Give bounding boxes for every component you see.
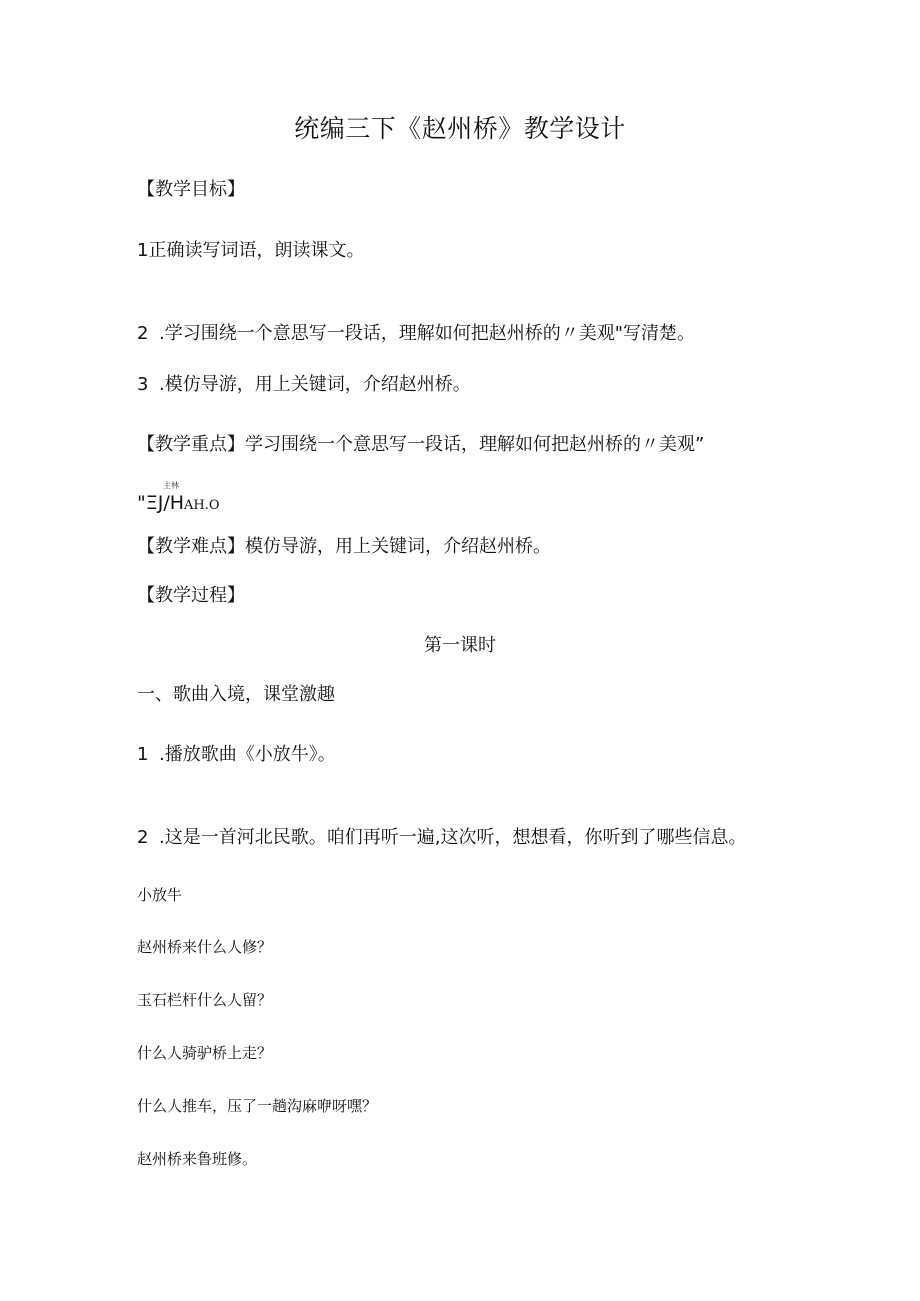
objective-text: .学习围绕一个意思写一段话，理解如何把赵州桥的〃美观"写清楚。 — [159, 323, 695, 344]
objective-item-2 — [137, 325, 695, 343]
objective-number: 2 — [137, 323, 149, 344]
lyric-line: 什么人推车，压了一趟沟麻咿呀嘿？ — [137, 1097, 378, 1115]
lyric-line: 赵州桥来什么人修？ — [137, 938, 273, 956]
garbled-small: AH.O — [184, 498, 220, 513]
objective-text: .模仿导游，用上关键词，介绍赵州桥。 — [159, 374, 471, 395]
garbled-annotation: 主林 — [163, 481, 179, 490]
lyric-line: 小放牛 — [137, 886, 183, 904]
key-point: 【教学重点】学习围绕一个意思写一段话，理解如何把赵州桥的〃美观” — [137, 434, 705, 455]
garbled-line — [137, 494, 220, 513]
lyric-line: 赵州桥来鲁班修。 — [137, 1150, 258, 1168]
step-item-2 — [137, 829, 746, 847]
lyric-line: 什么人骑驴桥上走？ — [137, 1044, 273, 1062]
process-heading: 【教学过程】 — [137, 585, 245, 606]
lesson-heading: 第一课时 — [424, 635, 496, 656]
step-number: 2 — [137, 827, 149, 848]
lyric-line: 玉石栏杆什么人留？ — [137, 991, 273, 1009]
garbled-main: "ΞJ/H — [137, 492, 185, 514]
page-title: 统编三下《赵州桥》教学设计 — [294, 114, 626, 143]
objective-text: 正确读写词语，朗读课文。 — [148, 240, 365, 261]
step-item-1 — [137, 746, 336, 764]
objectives-heading: 【教学目标】 — [137, 179, 245, 200]
difficulty: 【教学难点】模仿导游，用上关键词，介绍赵州桥。 — [137, 536, 551, 557]
step-text: .这是一首河北民歌。咱们再听一遍,这次听，想想看，你听到了哪些信息。 — [159, 827, 747, 848]
step-text: .播放歌曲《小放牛》。 — [159, 744, 336, 765]
objective-item-3 — [137, 376, 471, 394]
objective-number: 3 — [137, 374, 149, 395]
step-number: 1 — [137, 744, 149, 765]
objective-item-1 — [137, 242, 364, 260]
section-heading: 一、歌曲入境，课堂激趣 — [137, 684, 335, 705]
objective-number: 1 — [137, 240, 149, 261]
